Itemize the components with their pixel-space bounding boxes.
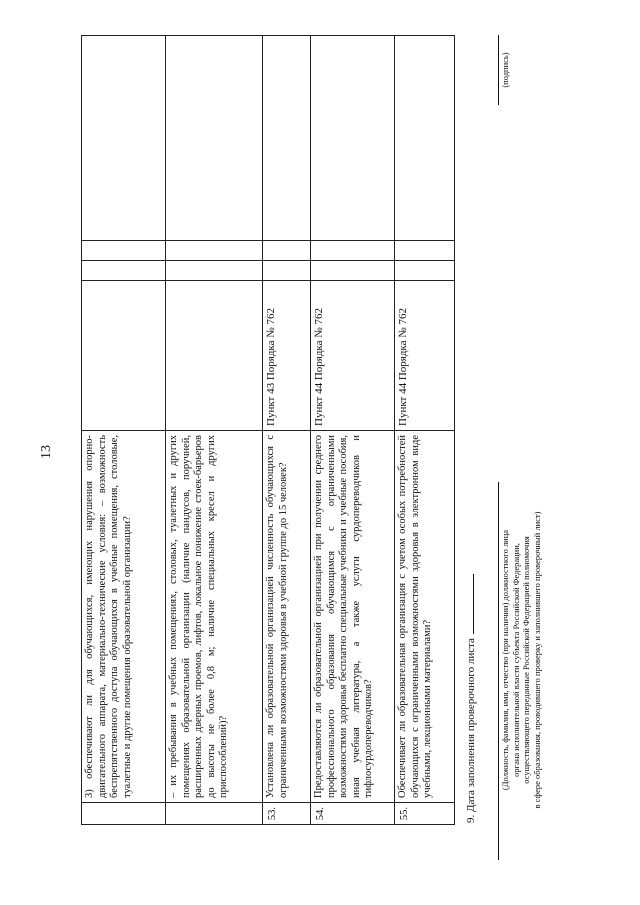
table-row <box>395 36 455 825</box>
table-row <box>82 36 166 825</box>
checklist-table <box>81 35 455 825</box>
row-reference: Пункт 44 Порядка № 762 <box>311 281 395 431</box>
table-row <box>311 36 395 825</box>
answer-cell <box>395 241 455 261</box>
row-reference: Пункт 43 Порядка № 762 <box>263 281 311 431</box>
comment-cell <box>166 36 263 241</box>
official-signature-line <box>498 482 499 860</box>
fill-date-line <box>463 483 477 823</box>
official-caption-line: органа исполнительной власти субъекта Российской Федерации, <box>510 543 521 777</box>
page-number: 13 <box>39 445 54 459</box>
answer-cell <box>82 261 166 281</box>
table-row <box>263 36 311 825</box>
comment-cell <box>82 36 166 241</box>
row-number: 55. <box>395 803 455 825</box>
signature-line[interactable] <box>498 35 499 105</box>
row-reference <box>82 281 166 431</box>
comment-cell <box>311 36 395 241</box>
fill-date-blank[interactable] <box>463 574 474 634</box>
answer-cell <box>166 261 263 281</box>
comment-cell <box>263 36 311 241</box>
answer-cell <box>166 241 263 261</box>
row-question: Установлена ли образовательной организацией численность обучающихся с ограниченными возможностями здоровья в учебной группе до 15 человек? <box>263 431 311 803</box>
answer-cell <box>263 241 311 261</box>
official-caption-line: осуществляющего переданные Российской Федерацией полномочия <box>521 536 531 784</box>
row-number <box>82 803 166 825</box>
answer-cell <box>82 241 166 261</box>
answer-cell <box>311 261 395 281</box>
row-question: – их пребывания в учебных помещениях, столовых, туалетных и других помещениях образовательной организации (наличие пандусов, поручней, расширенных дверных проемов, лифтов, локальное понижение стоек-барьеров до высоты не более 0,8 м; наличие специальных кресел и других приспособлений)? <box>166 431 263 803</box>
row-number: 54. <box>311 803 395 825</box>
signature-caption: (подпись) <box>500 52 510 88</box>
official-caption <box>500 460 542 860</box>
table-row <box>166 36 263 825</box>
row-reference <box>166 281 263 431</box>
comment-cell <box>395 36 455 241</box>
official-caption-line: (Должность, фамилия, имя, отчество (при наличии) должностного лица <box>500 529 510 791</box>
fill-date-label: 9. Дата заполнения проверочного листа <box>465 638 477 823</box>
answer-cell <box>311 241 395 261</box>
official-caption-line: в сфере образования, проводившего проверку и заполнившего проверочный лист) <box>531 511 542 809</box>
answer-cell <box>395 261 455 281</box>
row-reference: Пункт 44 Порядка № 762 <box>395 281 455 431</box>
row-question: Предоставляются ли образовательной организацией при получении среднего профессионального образования обучающимся с ограниченными возможностями здоровья бесплатно специальные учебники и учебные пособия, иная учебная литература, а также услуги сурдопереводчиков и тифлосурдопереводчиков? <box>311 431 395 803</box>
row-question: 3) обеспечивают ли для обучающихся, имеющих нарушения опорно-двигательного аппарата, материально-технические условия: – возможность беспрепятственного доступа обучающихся в учебные помещения, столовые, туалетные и другие помещения образовательной организации? <box>82 431 166 803</box>
row-number: 53. <box>263 803 311 825</box>
answer-cell <box>263 261 311 281</box>
row-number <box>166 803 263 825</box>
row-question: Обеспечивает ли образовательная организация с учетом особых потребностей обучающихся с ограниченными возможностями здоровья в электронном виде учебными, лекционными материалами? <box>395 431 455 803</box>
